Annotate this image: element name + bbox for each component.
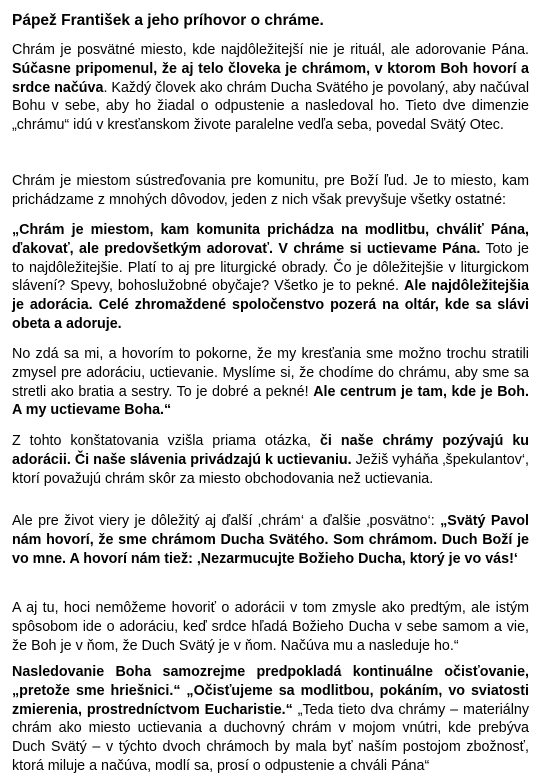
document-title: Pápež František a jeho príhovor o chráme.	[12, 12, 324, 29]
text-segment: Z tohto konštatovania vzišla priama otázka,	[12, 433, 320, 449]
bold-segment: Nasledovanie Boha samozrejme predpokladá kontinuálne očisťovanie, „pretože sme hriešnici.“ „Očisťujeme sa modlitbou, pokáním, vo sviatosti zmierenia, prostredníctvom Eucharistie.“	[12, 664, 529, 718]
paragraph-1	[12, 41, 529, 135]
bold-segment: Ale centrum je tam, kde je Boh. A my uctievame Boha.“	[12, 383, 529, 419]
paragraph-7	[12, 599, 529, 655]
text-segment: No zdá sa mi, a hovorím to pokorne, že my kresťania sme možno trochu stratili zmysel pre adoráciu, uctievanie. Myslíme si, že chodíme do chrámu, aby sme sa stretli ako bratia a sestry. To je dobré a pekné!	[12, 346, 529, 400]
paragraph-2	[12, 172, 529, 210]
text-segment: . Každý človek ako chrám Ducha Svätého je povolaný, aby načúval Bohu v sebe, aby ho žiadal o odpustenie a nasledoval ho. Tieto dve dimenzie „chrámu“ idú v kresťanskom živote paralelne vedľa seba, povedal Svätý Otec.	[12, 79, 529, 134]
text-segment: Ale pre život viery je dôležitý aj ďalší ‚chrám‘ a ďalšie ‚posvätno‘:	[12, 513, 441, 529]
text-segment: A aj tu, hoci nemôžeme hovoriť o adorácii v tom zmysle ako predtým, ale istým spôsobom ide o adoráciu, keď srdce hľadá Božieho Ducha v sebe samom a vie, že Boh je v ňom, že Duch Svätý je v ňom. Načúva mu a nasleduje ho.“	[12, 600, 529, 654]
bold-segment: či naše chrámy pozývajú ku adorácii. Či naše slávenia privádzajú k uctievaniu.	[12, 433, 529, 468]
text-segment: Ježiš vyháňa ‚špekulantov‘, ktorí považujú chrám skôr za miesto obchodovania než uctievania.	[12, 451, 530, 487]
paragraph-4	[12, 345, 529, 420]
text-segment: Toto je to najdôležitejšie. Platí to aj pre liturgické obrady. Čo je dôležitejšie v liturgickom slávení? Spevy, bohoslužobné obyčaje? Všetko je to pekné.	[12, 240, 529, 295]
paragraph-6	[12, 512, 529, 568]
text-segment: „Teda tieto dva chrámy – materiálny chrám ako miesto uctievania a duchovný chrám v mojom vnútri, kde prebýva Duch Svätý – v týchto dvoch chrámoch by mala byť naším postojom zbožnosť, ktorá miluje a načúva, modlí sa, prosí o odpustenie a chváli Pána“	[12, 701, 529, 774]
text-segment: Chrám je miestom sústreďovania pre komunitu, pre Boží ľud. Je to miesto, kam prichádzame z mnohých dôvodov, jeden z nich však prevyšuje všetky ostatné:	[12, 173, 529, 208]
paragraph-3	[12, 221, 529, 334]
bold-segment: „Svätý Pavol nám hovorí, že sme chrámom Ducha Svätého. Som chrámom. Duch Boží je vo mne. A hovorí nám tiež: ‚Nezarmucujte Božieho Ducha, ktorý je vo vás!‘	[12, 513, 529, 567]
bold-segment: Súčasne pripomenul, že aj telo človeka je chrámom, v ktorom Boh hovorí a srdce načúva	[12, 60, 529, 96]
text-segment: Chrám je posvätné miesto, kde najdôležitejší nie je rituál, ale adorovanie Pána.	[12, 42, 529, 58]
bold-segment: Ale najdôležitejšia je adorácia. Celé zhromaždené spoločenstvo pozerá na oltár, kde sa slávi obeta a adoruje.	[12, 278, 529, 332]
bold-segment: „Chrám je miestom, kam komunita prichádza na modlitbu, chváliť Pána, ďakovať, ale predovšetkým adorovať. V chráme si uctievame Pána.	[12, 222, 529, 257]
paragraph-8	[12, 663, 529, 776]
paragraph-5	[12, 432, 529, 488]
